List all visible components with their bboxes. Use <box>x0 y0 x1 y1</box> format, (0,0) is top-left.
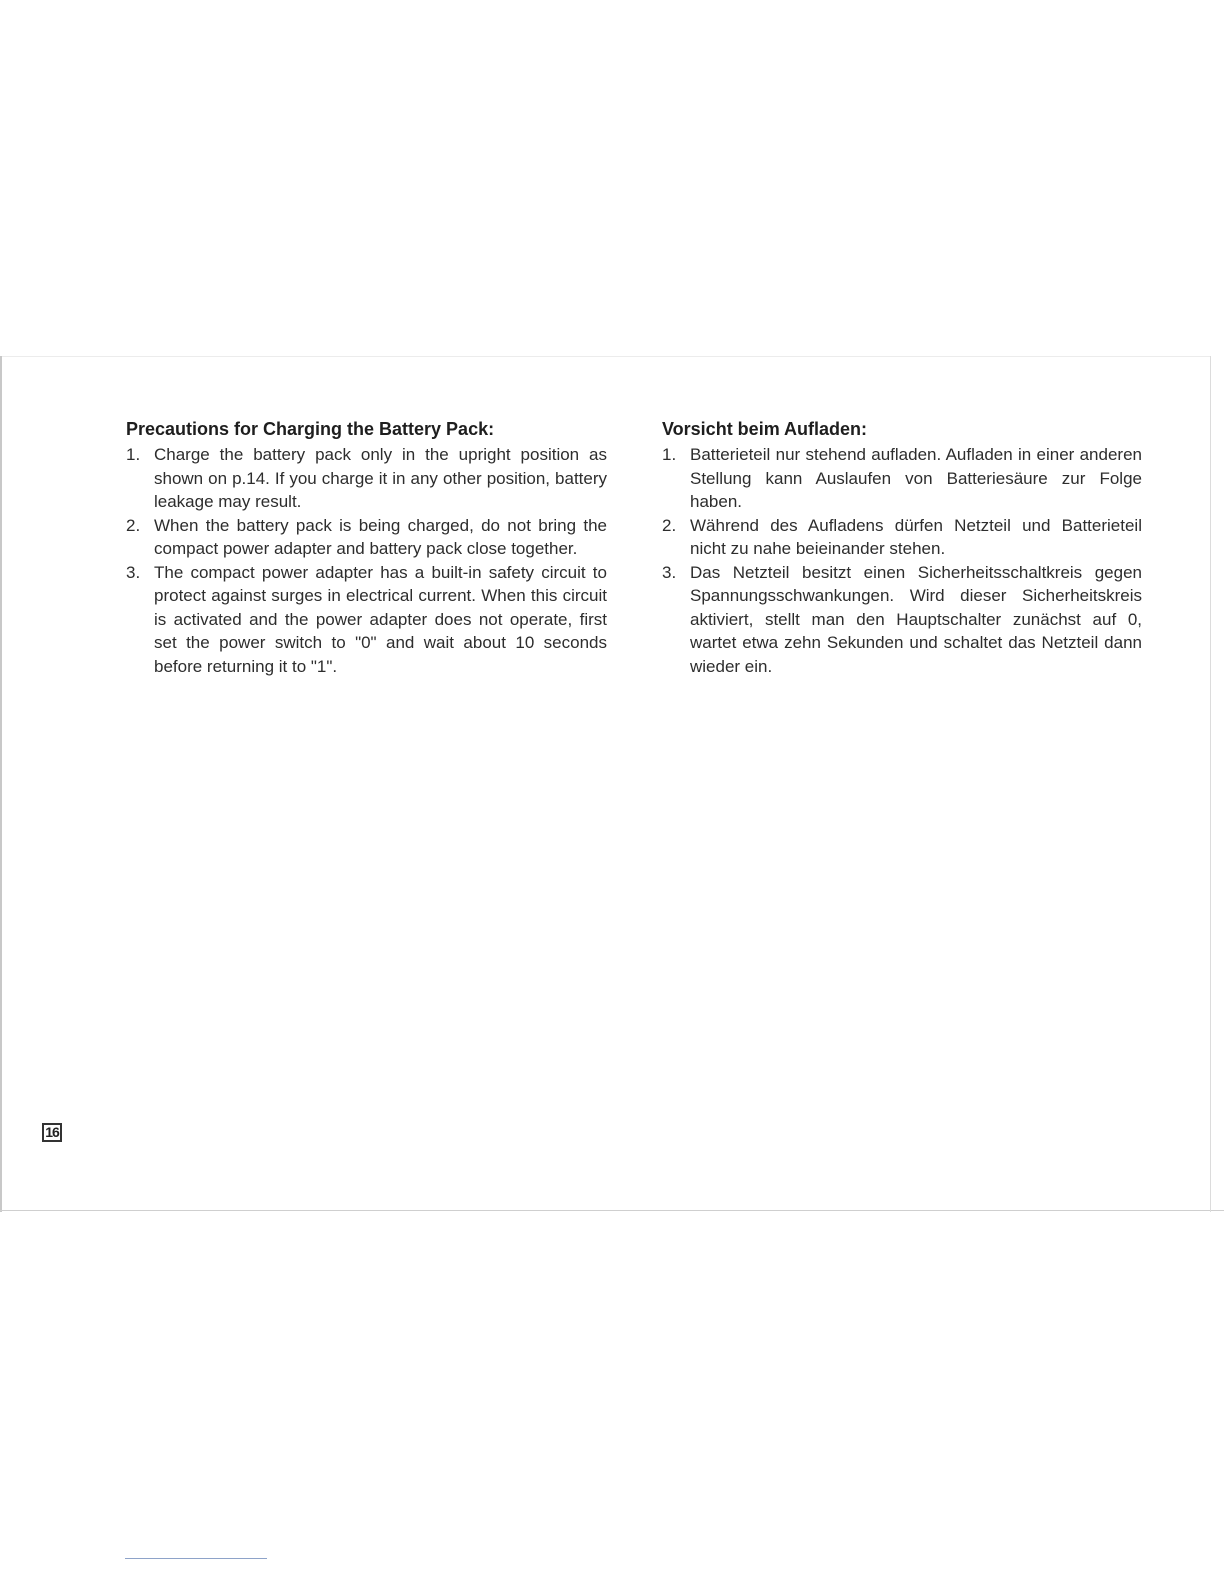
item-number: 1. <box>662 445 677 464</box>
english-column <box>126 418 607 678</box>
scan-right-edge <box>1210 356 1211 1212</box>
item-text: When the battery pack is being charged, do not bring the compact power adapter and battery pack close together. <box>154 515 607 558</box>
english-heading: Precautions for Charging the Battery Pack: <box>126 419 495 439</box>
scan-left-edge <box>0 356 2 1212</box>
english-item-1 <box>126 443 607 514</box>
scan-stray-line <box>125 1558 267 1559</box>
english-precautions-list <box>126 443 607 678</box>
english-item-3 <box>126 561 607 679</box>
german-column <box>662 418 1142 678</box>
item-number: 3. <box>662 562 677 582</box>
item-number: 2. <box>662 515 677 535</box>
german-item-2 <box>662 514 1142 561</box>
item-text: Das Netzteil besitzt einen Sicherheitsschaltkreis gegen Spannungsschwankungen. Wird dieser Sicherheitskreis aktiviert, stellt man den Hauptschalter zunächst auf 0, wartet etwa zehn Sekunden und schaltet das Netzteil dann wieder ein. <box>690 562 1142 676</box>
item-text: Batterieteil nur stehend aufladen. Aufladen in einer anderen Stellung kann Auslaufen von Batteriesäure zur Folge haben. <box>690 445 1142 511</box>
item-number: 1. <box>126 445 141 464</box>
item-number: 2. <box>126 515 141 535</box>
scan-bottom-edge <box>0 1210 1224 1211</box>
german-precautions-list <box>662 443 1142 678</box>
german-heading: Vorsicht beim Aufladen: <box>662 419 868 439</box>
item-text: Charge the battery pack only in the upright position as shown on p.14. If you charge it in any other position, battery leakage may result. <box>154 445 607 511</box>
german-item-1 <box>662 443 1142 514</box>
scan-top-edge <box>0 356 1210 357</box>
page-number: 16 <box>42 1123 62 1142</box>
item-text: The compact power adapter has a built-in safety circuit to protect against surges in electrical current. When this circuit is activated and the power adapter does not operate, first set the power switch to "0" and wait about 10 seconds before returning it to "1". <box>154 562 607 676</box>
item-number: 3. <box>126 562 141 582</box>
item-text: Während des Aufladens dürfen Netzteil und Batterieteil nicht zu nahe beieinander stehen. <box>690 515 1142 558</box>
english-item-2 <box>126 514 607 561</box>
german-item-3 <box>662 561 1142 679</box>
